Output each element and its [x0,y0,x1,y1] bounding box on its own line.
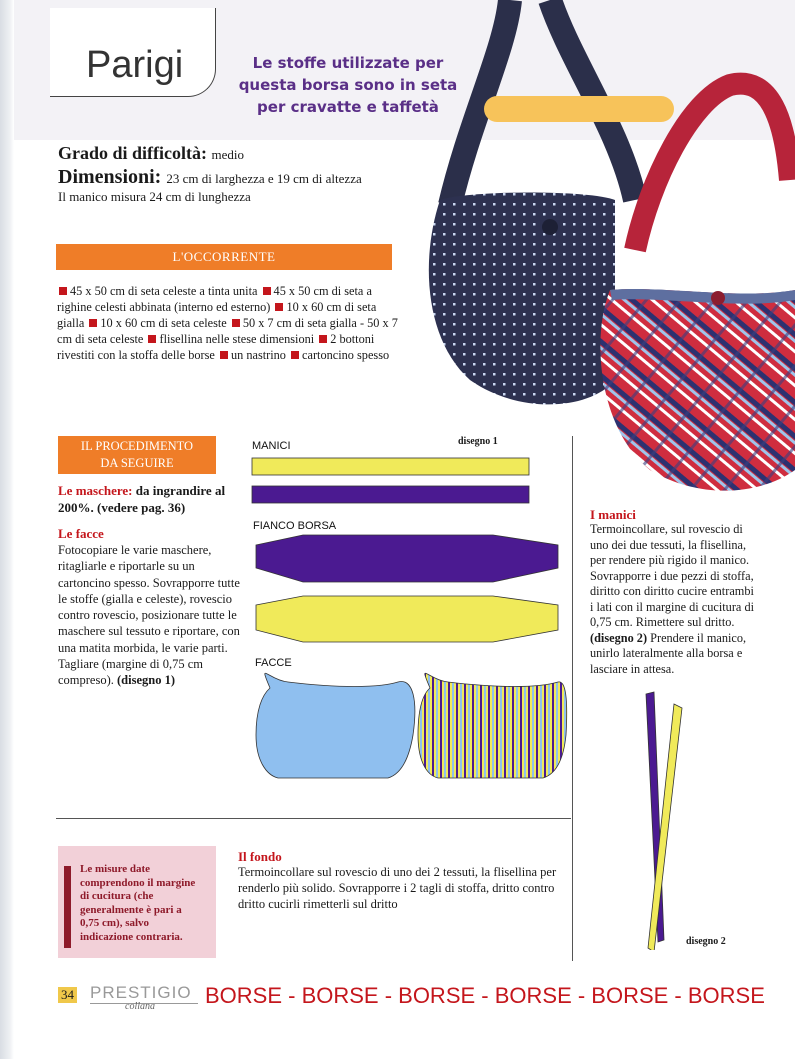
diagram2-title: disegno 2 [686,936,726,947]
manici-text: Termoincollare, sul rovescio di uno dei due tessuti, la flisellina, per rendere più rigido il manico. Sovrapporre i due pezzi di stoffa, diritto con diritto cucire entrambi i lati con il margine di cucitura di 0,75 cm. Rimettere sul dritto. [590,522,755,629]
occorrente-item: un nastrino [230,348,286,362]
procedimento-line2: DA SEGUIRE [100,456,174,470]
face-striped-piece [418,673,567,778]
occorrente-item: 45 x 50 cm di seta a righine celesti abbinata (interno ed esterno) [57,284,372,314]
occorrente-item: 50 x 7 cm di seta gialla - 50 x 7 cm di seta celeste [57,316,398,346]
fondo-heading: Il fondo [238,849,282,864]
difficulty-value: medio [211,147,244,162]
diagram2 [640,690,700,950]
note-bar [64,866,71,948]
bullet-square [263,287,271,295]
column-divider [572,436,573,961]
facce-text: Fotocopiare le varie maschere, ritagliarle e riportarle su un cartoncino spesso. Sovrapporre tutte le stoffe (gialla e celeste), rovescio contro rovescio, posizionare tutte le maschere sul tessuto e riportare, con una matita morbida, le varie parti. Tagliare (margine di 0,75 cm compreso). [58,543,240,688]
side-purple-piece [256,535,558,582]
bullet-square [59,287,67,295]
face-blue-piece [256,673,415,778]
subtitle-highlight [484,96,674,122]
dimensions-value: 23 cm di larghezza e 19 cm di altezza [166,171,362,186]
label-manici: MANICI [252,440,291,452]
maschere-label: Le maschere: [58,483,133,498]
bullet-square [232,319,240,327]
fondo-text: Termoincollare sul rovescio di uno dei 2 tessuti, la flisellina per renderlo più solido. Sovrapporre i 2 tagli di stoffa, dritto contro dritto cucirli rimetterli sul dritto [238,865,557,911]
binding-edge [0,0,14,1059]
page-number: 34 [58,987,77,1003]
handle-purple-piece [252,486,529,503]
handle-yellow-piece [252,458,529,475]
facce-ref: (disegno 1) [117,673,176,688]
bullet-square [220,351,228,359]
bullet-square [148,335,156,343]
footer-brand: PRESTIGIO [90,983,192,1002]
bullet-square [291,351,299,359]
occorrente-item: 2 bottoni rivestiti con la stoffa delle borse [57,332,375,362]
dimensions [58,166,362,189]
dimensions-label: Dimensioni: [58,166,162,188]
manici-ref: (disegno 2) [590,630,648,645]
facce-heading: Le facce [58,526,104,541]
occorrente-item: 10 x 60 cm di seta gialla [57,300,377,330]
label-facce: FACCE [255,657,292,669]
bullet-square [275,303,283,311]
occorrente-list [57,283,402,363]
footer-collana: collana [125,1001,155,1012]
subtitle-text: Le stoffe utilizzate per questa borsa sono in seta per cravatte e taffetà [238,54,458,116]
occorrente-item: flisellina nelle stese dimensioni [159,332,315,346]
subtitle [228,52,468,118]
bullet-square [319,335,327,343]
manici-body [590,522,755,677]
page-title: Parigi [86,44,184,86]
procedimento-heading [58,436,216,474]
diagram1-title: disegno 1 [458,436,498,447]
difficulty [58,143,244,164]
occorrente-item: cartoncino spesso [302,348,390,362]
diagram1 [248,450,568,795]
difficulty-label: Grado di difficoltà: [58,143,207,163]
occorrente-item: 45 x 50 cm di seta celeste a tinta unita [70,284,258,298]
bullet-square [89,319,97,327]
occorrente-item: 10 x 60 cm di seta celeste [100,316,227,330]
maschere [58,482,233,516]
label-fianco: FIANCO BORSA [253,520,337,532]
maschere-text: da ingrandire al 200%. (vedere pag. 36) [58,483,226,515]
side-yellow-piece [256,596,558,642]
facce-body [58,542,240,689]
footer-borse: BORSE - BORSE - BORSE - BORSE - BORSE - BORSE [205,983,765,1008]
occorrente-heading: L'OCCORRENTE [56,244,392,270]
note-text: Le misure date comprendono il margine di cucitura (che generalmente è pari a 0,75 cm), salvo indicazione contraria. [80,863,196,943]
procedimento-line1: IL PROCEDIMENTO [80,439,194,453]
section-divider [56,818,571,819]
manici-text2: Prendere il manico, unirlo lateralmente alla borsa e lasciare in attesa. [590,630,747,676]
handle-length: Il manico misura 24 cm di lunghezza [58,189,251,204]
manici-heading: I manici [590,507,636,522]
